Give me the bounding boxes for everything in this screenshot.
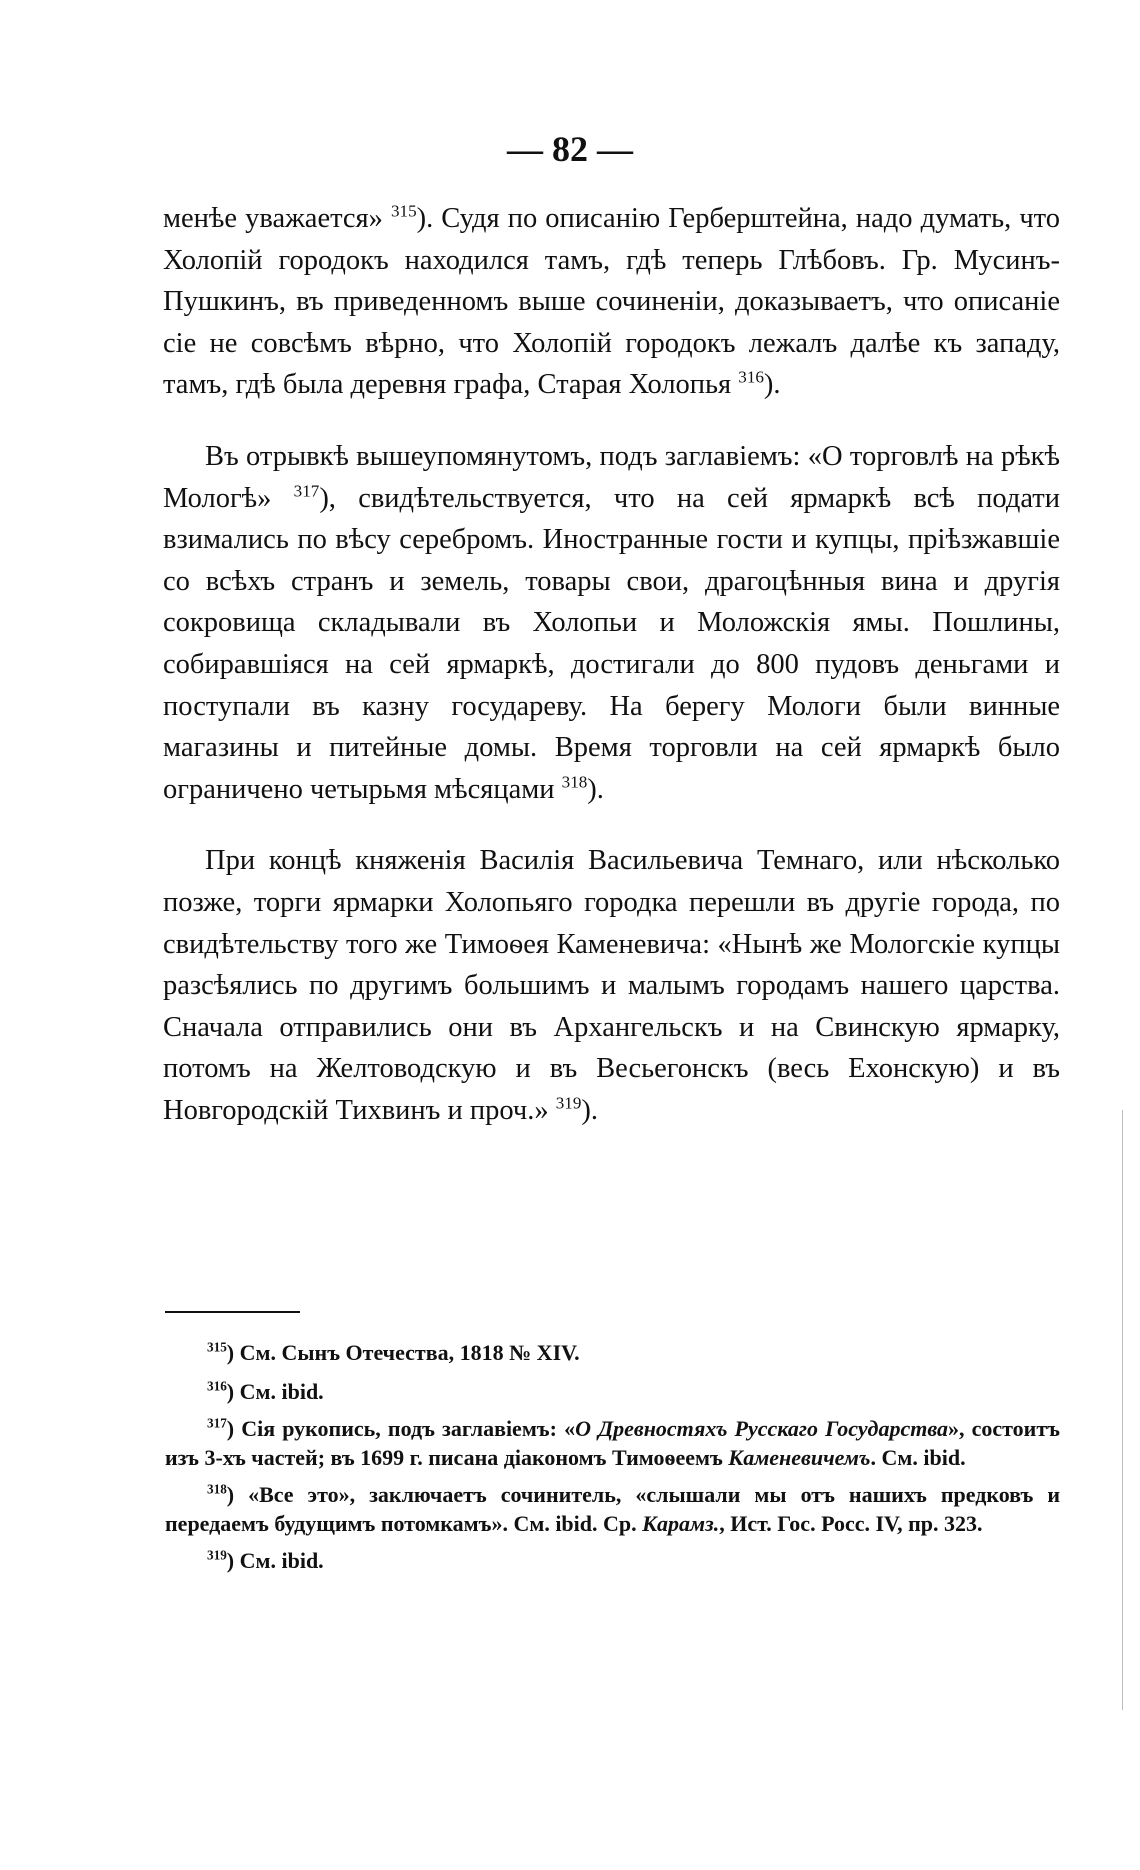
paragraph-1-lead: менѣе уважается» — [163, 203, 391, 234]
footnote-number: 318 — [207, 1481, 227, 1497]
footnote-text: ) См. Сынъ Отечества, 1818 № XIV. — [226, 1340, 580, 1365]
footnote-ref-318[interactable]: 318 — [561, 772, 588, 792]
paragraph-1-end: ). — [763, 369, 781, 401]
footnote-text: ) См. ibid. — [226, 1379, 324, 1404]
footnote-text: ) См. ibid. — [226, 1548, 324, 1573]
footnote-317 — [165, 1414, 1060, 1472]
paragraph-2-body: ), свидѣтельствуется, что на сей ярмаркѣ всѣ подати взимались по вѣсу серебромъ. Иностранные гости и купцы, пріѣзжавшіе со всѣхъ странъ и земель, товары свои, драгоцѣнныя вина и другія сокровища складывали въ Холопьи и Моложскія ямы. Пошлины, собиравшіяся на сей ярмаркѣ, достигали до 800 пудовъ деньгами и поступали въ казну государеву. На берегу Мологи были винные магазины и питейные домы. Время торговли на сей ярмаркѣ было ограничено четырьмя мѣсяцами — [163, 482, 1060, 805]
paragraph-1-body: ). Судя по описанію Герберштейна, надо думать, что Холопій городокъ находился тамъ, гдѣ теперь Глѣбовъ. Гр. Мусинъ-Пушкинъ, въ приведенномъ выше сочиненіи, доказываетъ, что описаніе сіе не совсѣмъ вѣрно, что Холопій городокъ лежалъ далѣе къ западу, тамъ, гдѣ была деревня графа, Старая Холопья — [163, 203, 1061, 401]
footnote-ref-316[interactable]: 316 — [738, 367, 764, 387]
footnote-author: Карамз. — [642, 1511, 720, 1536]
footnote-ref-319[interactable]: 319 — [555, 1093, 582, 1113]
footnote-number: 315 — [207, 1339, 227, 1355]
footnote-text: ) Сія рукопись, подъ заглавіемъ: « — [226, 1416, 576, 1441]
footnote-315 — [165, 1338, 1060, 1367]
footnotes — [165, 1338, 1060, 1583]
footnote-text: ) «Все это», заключаетъ сочинитель, «слышали мы отъ нашихъ предковъ и передаемъ будущимъ потомкамъ». См. ibid. Ср. — [165, 1482, 1060, 1536]
footnote-author: Каменевичемъ — [728, 1445, 871, 1470]
paragraph-1 — [163, 198, 1060, 406]
paragraph-2 — [163, 436, 1060, 810]
footnote-318 — [165, 1480, 1060, 1538]
footnote-text: . См. ibid. — [870, 1445, 966, 1470]
paragraph-3 — [163, 840, 1060, 1131]
footnote-number: 317 — [207, 1415, 227, 1431]
footnote-319 — [165, 1546, 1060, 1575]
paragraph-3-end: ). — [581, 1094, 599, 1126]
footnote-title: О Древностяхъ Русскаго Государства — [575, 1416, 949, 1441]
page-number: — 82 — — [507, 129, 633, 169]
paragraph-3-lead: При концѣ княженія Василія Васильевича Темнаго, или нѣсколько позже, торги ярмарки Холопьяго городка перешли въ другіе города, по свидѣтельству того же Тимоѳея Каменевича: «Нынѣ же Мологскіе купцы разсѣялись по другимъ большимъ и малымъ городамъ нашего царства. Сначала отправились они въ Архангельскъ и на Свинскую ярмарку, потомъ на Желтоводскую и въ Весьегонскъ (весь Ехонскую) и въ Новгородскій Тихвинъ и проч.» — [163, 845, 1060, 1126]
footnote-text: , Ист. Гос. Росс. IV, пр. 323. — [719, 1511, 983, 1536]
scan-edge-line — [1122, 1110, 1123, 1710]
paragraph-2-end: ). — [587, 773, 604, 805]
footnote-divider — [165, 1311, 300, 1313]
main-text — [163, 198, 1060, 1131]
footnote-ref-315[interactable]: 315 — [390, 201, 417, 221]
footnote-number: 319 — [207, 1547, 227, 1563]
footnote-number: 316 — [207, 1378, 227, 1394]
paragraph-2-lead: Въ отрывкѣ вышеупомянутомъ, подъ заглавіемъ: «О торговлѣ на рѣкѣ Мологѣ» — [163, 440, 1060, 514]
footnote-ref-317[interactable]: 317 — [293, 481, 320, 501]
footnote-text: », состоитъ изъ 3-хъ частей; въ 1699 г. писана діакономъ Тимоѳеемъ — [165, 1416, 1060, 1470]
footnote-316 — [165, 1377, 1060, 1406]
